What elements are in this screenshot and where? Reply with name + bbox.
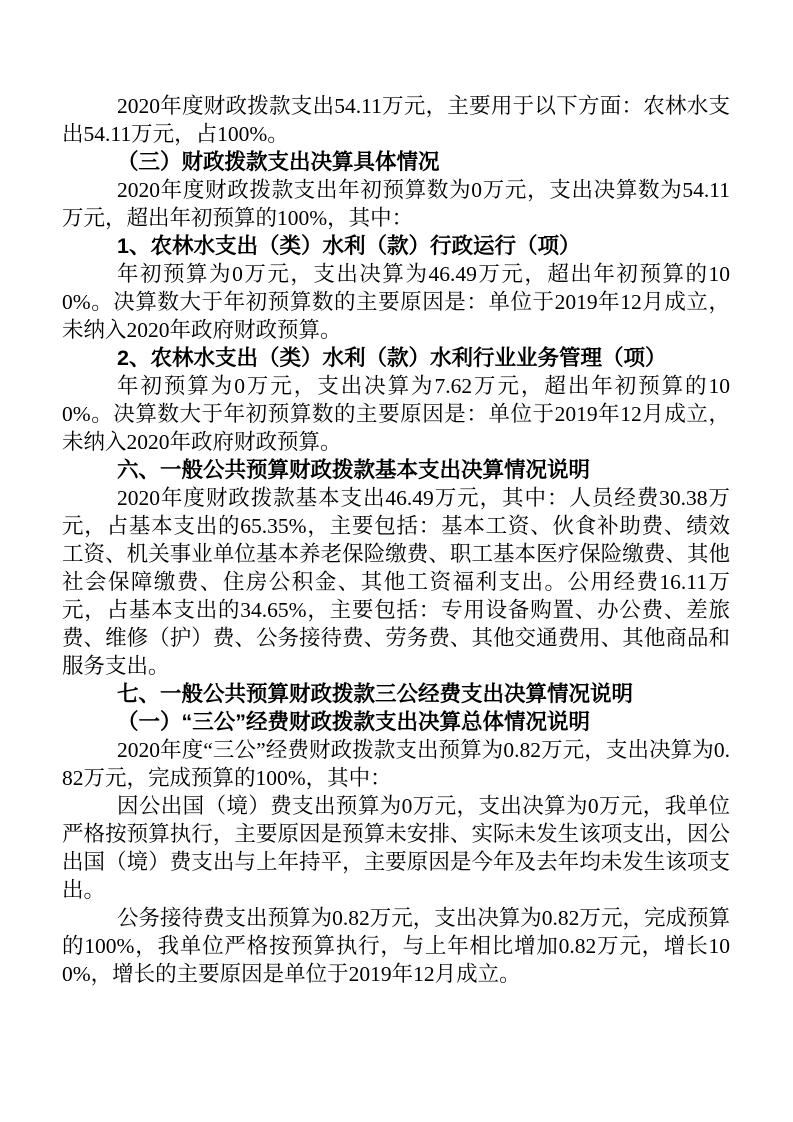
body-paragraph: 2020年度财政拨款基本支出46.49万元，其中：人员经费30.38万元，占基本支出的65.35%，主要包括：基本工资、伙食补助费、绩效工资、机关事业单位基本养老保险缴费、职工基本医疗保险缴费、其他社会保障缴费、住房公积金、其他工资福利支出。公用经费16.11万元，占基本支出的34.65%，主要包括：专用设备购置、办公费、差旅费、维修（护）费、公务接待费、劳务费、其他交通费用、其他商品和服务支出。 (62, 486, 730, 678)
section-heading: 七、一般公共预算财政拨款三公经费支出决算情况说明 (117, 682, 634, 706)
body-paragraph: 2020年度财政拨款支出54.11万元，主要用于以下方面：农林水支出54.11万元，占100%。 (62, 94, 730, 146)
section-heading: 2、农林水支出（类）水利（款）水利行业业务管理（项） (117, 346, 667, 370)
body-paragraph: 年初预算为0万元，支出决算为46.49万元，超出年初预算的100%。决算数大于年初预算数的主要原因是：单位于2019年12月成立，未纳入2020年政府财政预算。 (62, 262, 730, 342)
body-paragraph: 因公出国（境）费支出预算为0万元，支出决算为0万元，我单位严格按预算执行，主要原因是预算未安排、实际未发生该项支出，因公出国（境）费支出与上年持平，主要原因是今年及去年均未发生该项支出。 (62, 794, 730, 902)
section-heading: （三）财政拨款支出决算具体情况 (117, 150, 440, 174)
section-heading: 六、一般公共预算财政拨款基本支出决算情况说明 (117, 458, 591, 482)
section-heading: （一）“三公”经费财政拨款支出决算总体情况说明 (117, 710, 591, 734)
body-paragraph: 2020年度“三公”经费财政拨款支出预算为0.82万元，支出决算为0.82万元，完成预算的100%，其中： (62, 738, 730, 790)
body-paragraph: 年初预算为0万元，支出决算为7.62万元，超出年初预算的100%。决算数大于年初预算数的主要原因是：单位于2019年12月成立，未纳入2020年政府财政预算。 (62, 374, 730, 454)
section-heading: 1、农林水支出（类）水利（款）行政运行（项） (117, 234, 581, 258)
document-body (62, 92, 730, 988)
body-paragraph: 2020年度财政拨款支出年初预算数为0万元，支出决算数为54.11万元，超出年初预算的100%，其中： (62, 178, 730, 230)
body-paragraph: 公务接待费支出预算为0.82万元，支出决算为0.82万元，完成预算的100%，我单位严格按预算执行，与上年相比增加0.82万元，增长100%，增长的主要原因是单位于2019年12月成立。 (62, 906, 730, 986)
